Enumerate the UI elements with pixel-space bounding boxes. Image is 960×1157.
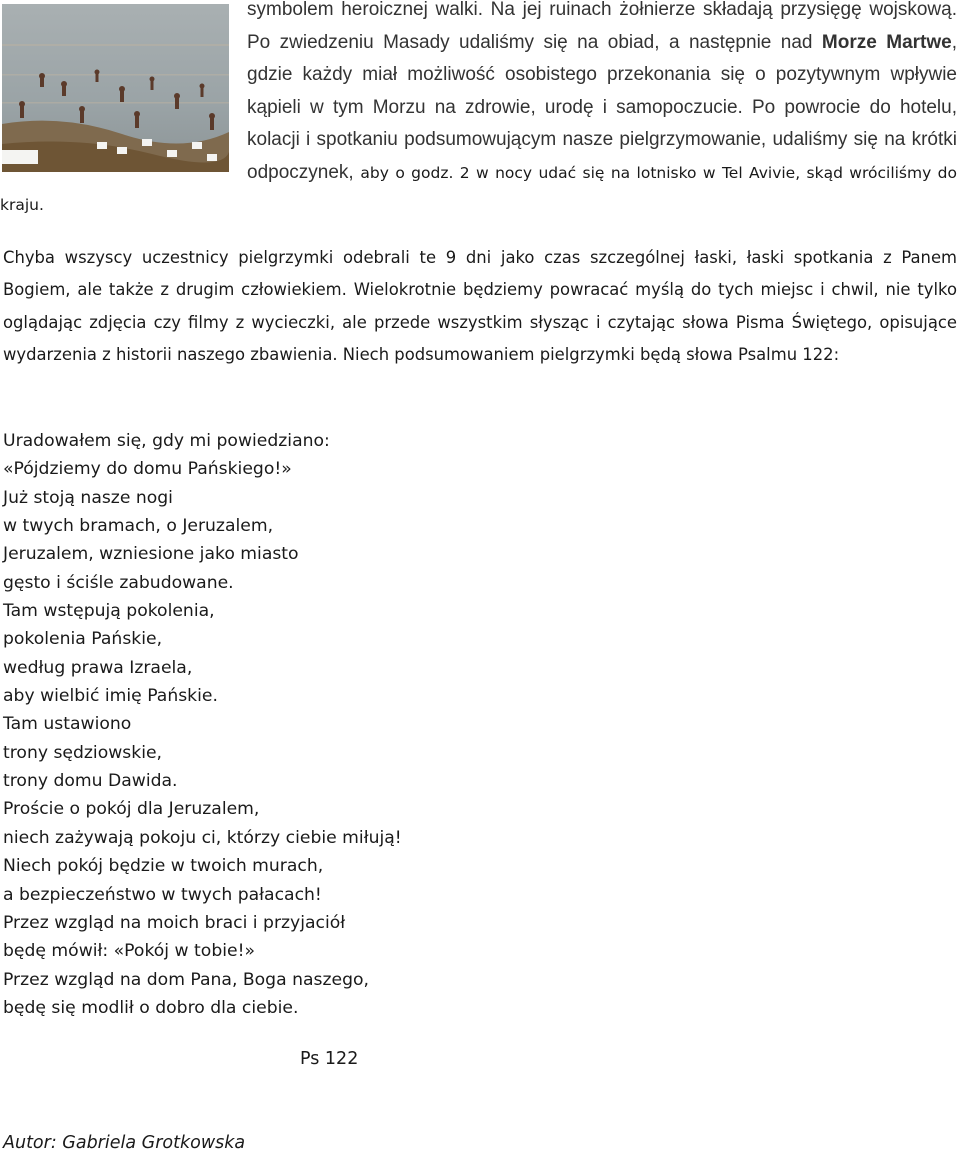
intro-text-block <box>0 0 957 222</box>
psalm-line: niech zażywają pokoju ci, którzy ciebie miłują! <box>3 827 402 848</box>
psalm-line: w twych bramach, o Jeruzalem, <box>3 516 274 537</box>
psalm-line: aby wielbić imię Pańskie. <box>3 686 218 707</box>
dead-sea-name: Morze Martwe <box>821 31 952 53</box>
psalm-line: trony sędziowskie, <box>3 742 163 763</box>
psalm-line: będę mówił: «Pokój w tobie!» <box>3 941 255 962</box>
psalm-reference: Ps 122 <box>300 1049 359 1069</box>
psalm-line: Jeruzalem, wzniesione jako miasto <box>3 544 299 565</box>
psalm-line: Tam ustawiono <box>3 714 132 735</box>
psalm-line: trony domu Dawida. <box>3 771 178 792</box>
psalm-line: pokolenia Pańskie, <box>3 629 163 650</box>
intro-text-tail: aby o godz. 2 w nocy udać się na lotnisko w Tel Avivie, skąd wróciliśmy do kraju. <box>0 163 957 214</box>
psalm-line: Tam wstępują pokolenia, <box>3 601 215 622</box>
psalm-122-text <box>3 427 703 1022</box>
psalm-line: Uradowałem się, gdy mi powiedziano: <box>3 431 330 451</box>
psalm-line: a bezpieczeństwo w twych pałacach! <box>3 884 322 905</box>
summary-paragraph: Chyba wszyscy uczestnicy pielgrzymki odebrali te 9 dni jako czas szczególnej łaski, łaski spotkania z Panem Bogiem, ale także z drugim człowiekiem. Wielokrotnie będziemy powracać myślą do tych miejsc i chwil, nie tylko oglądając zdjęcia czy filmy z wycieczki, ale przede wszystkim słysząc i czytając słowa Pisma Świętego, opisujące wydarzenia z historii naszego zbawienia. Niech podsumowaniem pielgrzymki będą słowa Psalmu 122: <box>3 248 957 364</box>
intro-text-b: , gdzie każdy miał możliwość osobistego przekonania się o pozytywnym wpływie kąpieli w tym Morzu na zdrowie, urodę i samopoczucie. Po powrocie do hotelu, kolacji i spotkaniu podsumowującym nasze pielgrzymowanie, udaliśmy się na krótki odpoczynek, <box>247 31 957 183</box>
psalm-line: gęsto i ściśle zabudowane. <box>3 572 234 593</box>
psalm-line: Już stoją nasze nogi <box>3 487 173 508</box>
psalm-line: Niech pokój będzie w twoich murach, <box>3 856 324 877</box>
psalm-line: Proście o pokój dla Jeruzalem, <box>3 799 260 820</box>
intro-text-a: symbolem heroicznej walki. Na jej ruinach żołnierze składają przysięgę wojskową. Po zwiedzeniu Masady udaliśmy się na obiad, a następnie nad <box>247 0 957 53</box>
psalm-line: będę się modlił o dobro dla ciebie. <box>3 997 299 1018</box>
psalm-line: według prawa Izraela, <box>3 657 193 678</box>
psalm-line: «Pójdziemy do domu Pańskiego!» <box>3 459 292 480</box>
psalm-line: Przez wzgląd na moich braci i przyjaciół <box>3 912 346 933</box>
author-credit: Autor: Gabriela Grotkowska <box>3 1133 246 1153</box>
psalm-line: Przez wzgląd na dom Pana, Boga naszego, <box>3 969 369 990</box>
